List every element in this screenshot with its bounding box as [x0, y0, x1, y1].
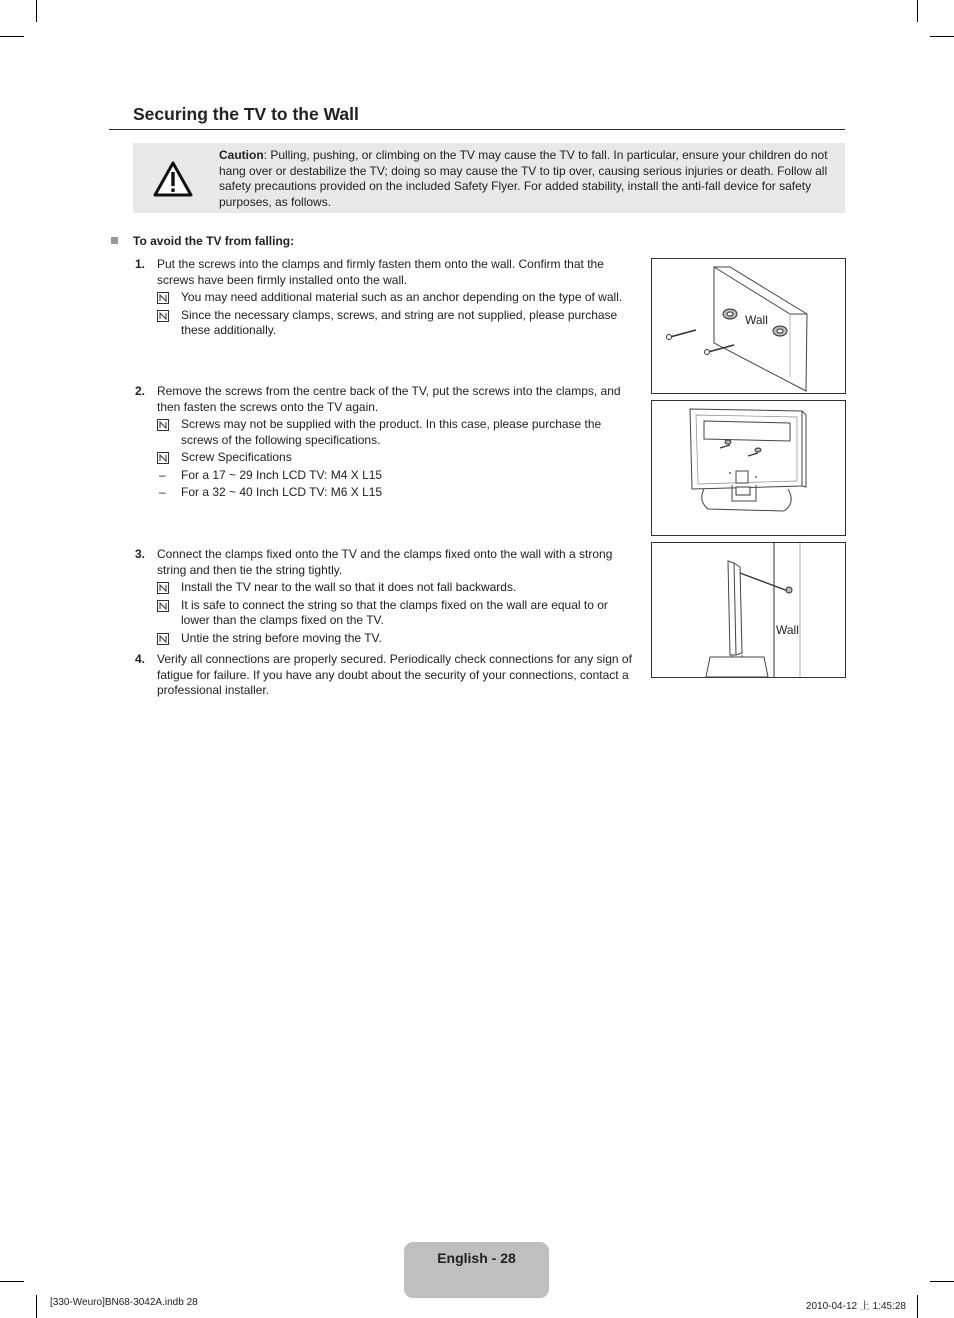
- crop-mark: [930, 36, 954, 37]
- square-bullet-icon: [111, 237, 118, 244]
- crop-mark: [917, 1295, 918, 1318]
- note-icon: [157, 419, 169, 431]
- step-number: 1.: [135, 257, 146, 271]
- step-text: Put the screws into the clamps and firmly fasten them onto the wall. Confirm that the screws have been firmly installed onto the wall.: [157, 257, 604, 287]
- crop-mark: [917, 0, 918, 22]
- step-number: 2.: [135, 384, 146, 398]
- crop-mark: [0, 1281, 24, 1282]
- crop-mark: [0, 36, 24, 37]
- section-heading: [111, 234, 294, 248]
- note: [181, 417, 636, 448]
- page-number-tab: [404, 1242, 549, 1298]
- note-text: Since the necessary clamps, screws, and string are not supplied, please purchase these additionally.: [181, 307, 618, 337]
- section-heading-text: To avoid the TV from falling:: [133, 234, 295, 248]
- step-2: [133, 384, 636, 501]
- note-icon: [157, 452, 169, 464]
- wall-label: Wall: [745, 313, 768, 327]
- note: [181, 598, 636, 629]
- note-text: Untie the string before moving the TV.: [181, 630, 382, 645]
- spec-item: [159, 467, 636, 484]
- dash-bullet: –: [159, 467, 166, 482]
- print-file-info: [330-Weuro]BN68-3042A.indb 28: [50, 1297, 198, 1308]
- spec-text: For a 17 ~ 29 Inch LCD TV: M4 X L15: [181, 467, 383, 482]
- clamp-icon: [725, 440, 731, 444]
- note-text: You may need additional material such as an anchor depending on the type of wall.: [181, 290, 623, 304]
- note-icon: [157, 310, 169, 322]
- step-text: Verify all connections are properly secured. Periodically check connections for any sign of fatigue for failure. If you have any doubt about the security of your connections, contact a professional installer.: [157, 652, 632, 697]
- figure-side-view: [651, 542, 846, 678]
- note-icon: [157, 600, 169, 612]
- dash-bullet: –: [159, 485, 166, 499]
- page-title: Securing the TV to the Wall: [133, 104, 359, 124]
- caution-text: [219, 148, 831, 210]
- clamp-icon: [773, 326, 787, 336]
- note-text: Screw Specifications: [181, 450, 292, 464]
- caution-label: Caution: [219, 148, 264, 162]
- note: [181, 450, 636, 466]
- note: [181, 580, 636, 596]
- spec-item: [159, 485, 636, 501]
- screw-icon: [786, 587, 792, 593]
- step-1: [133, 257, 636, 339]
- print-date-info: 2010-04-12 上 1:45:28: [805, 1301, 906, 1312]
- clamp-icon: [723, 309, 737, 319]
- caution-body: : Pulling, pushing, or climbing on the TV may cause the TV to fall. In particular, ensure your children do not hang over or destabilize the TV; doing so may cause the TV to tip over, causing serious injuries or death. Follow all safety precautions provided on the included Safety Flyer. For added stability, install the anti-fall device for safety purposes, as follows.: [219, 148, 828, 209]
- note: [181, 290, 636, 306]
- crop-mark: [930, 1281, 954, 1282]
- side-view-illustration: [652, 543, 845, 677]
- note-icon: [157, 582, 169, 594]
- step-3: [133, 547, 636, 646]
- crop-mark: [36, 1295, 37, 1318]
- screw-icon: [667, 330, 697, 340]
- step-4: [133, 652, 636, 699]
- caution-box: [133, 143, 845, 213]
- wall-label: Wall: [776, 623, 799, 637]
- tv-back-illustration: [652, 401, 845, 535]
- note-text: Install the TV near to the wall so that it does not fall backwards.: [181, 580, 517, 594]
- clamp-icon: [755, 448, 761, 452]
- page-number: English - 28: [437, 1250, 516, 1266]
- warning-triangle-icon: [153, 161, 193, 197]
- note: [181, 308, 636, 339]
- figure-tv-back: [651, 400, 846, 536]
- step-number: 4.: [135, 652, 146, 666]
- figure-wall-clamps: [651, 258, 846, 394]
- step-text: Remove the screws from the centre back of the TV, put the screws into the clamps, and then fasten the screws onto the TV again.: [157, 384, 621, 414]
- note-icon: [157, 633, 169, 645]
- note-text: It is safe to connect the string so that the clamps fixed on the wall are equal to or lower than the clamps fixed on the TV.: [181, 597, 608, 627]
- spec-text: For a 32 ~ 40 Inch LCD TV: M6 X L15: [181, 485, 383, 499]
- section-title-bar: [109, 104, 845, 130]
- step-text: Connect the clamps fixed onto the TV and the clamps fixed onto the wall with a strong string and then tie the string tightly.: [157, 547, 613, 577]
- note: [181, 631, 636, 647]
- step-number: 3.: [135, 547, 146, 561]
- note-icon: [157, 292, 169, 304]
- crop-mark: [36, 0, 37, 22]
- note-text: Screws may not be supplied with the product. In this case, please purchase the screws of the following specifications.: [181, 417, 602, 447]
